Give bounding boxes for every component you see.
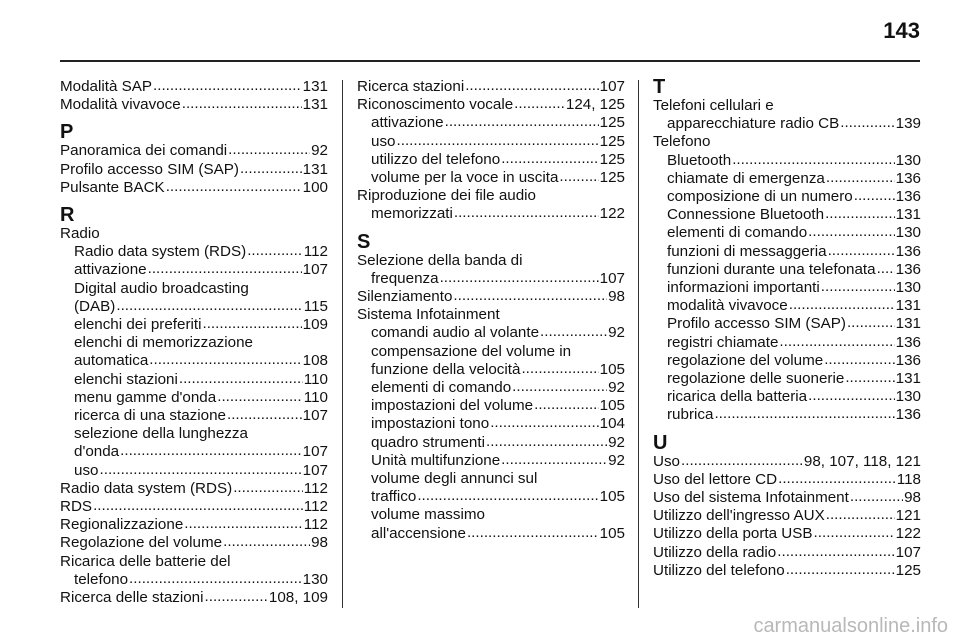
index-entry bbox=[357, 96, 625, 114]
dot-leader bbox=[501, 451, 607, 469]
entry-term: Utilizzo della porta USB bbox=[653, 525, 813, 543]
entry-page-ref: 122 bbox=[895, 525, 921, 543]
entry-term: Unità multifunzione bbox=[371, 451, 501, 469]
section-letter: U bbox=[653, 431, 668, 454]
index-entry bbox=[653, 243, 921, 261]
dot-leader bbox=[223, 533, 310, 551]
entry-term: Regolazione del volume bbox=[60, 534, 223, 552]
entry-page-ref: 107 bbox=[302, 443, 328, 461]
entry-page-ref: 92 bbox=[311, 142, 328, 160]
entry-term: menu gamme d'onda bbox=[74, 388, 217, 406]
dot-leader bbox=[465, 77, 598, 95]
index-entry bbox=[357, 114, 625, 132]
dot-leader bbox=[779, 333, 894, 351]
dot-leader bbox=[847, 314, 895, 332]
entry-page-ref: 130 bbox=[895, 224, 921, 242]
entry-page-ref: 131 bbox=[302, 96, 328, 114]
dot-leader bbox=[148, 260, 302, 278]
dot-leader bbox=[467, 524, 599, 542]
index-entry bbox=[653, 370, 921, 388]
entry-page-ref: 136 bbox=[895, 351, 921, 369]
entry-page-ref: 108, 109 bbox=[268, 589, 328, 607]
entry-term: Riconoscimento vocale bbox=[357, 96, 514, 114]
dot-leader bbox=[514, 95, 565, 113]
index-entry bbox=[653, 471, 921, 489]
index-entry bbox=[653, 489, 921, 507]
index-entry bbox=[60, 243, 328, 261]
entry-page-ref: 131 bbox=[302, 78, 328, 95]
entry-term: composizione di un numero bbox=[667, 188, 853, 206]
entry-term: funzione della velocità bbox=[371, 360, 521, 378]
entry-page-ref: 107 bbox=[895, 543, 921, 561]
entry-page-ref: 110 bbox=[303, 388, 328, 406]
dot-leader bbox=[789, 296, 895, 314]
dot-leader bbox=[217, 388, 303, 406]
index-entry bbox=[60, 261, 328, 279]
entry-term: quadro strumenti bbox=[371, 433, 485, 451]
dot-leader bbox=[877, 260, 895, 278]
dot-leader bbox=[808, 223, 895, 241]
index-entry bbox=[60, 516, 328, 534]
section-letter: R bbox=[60, 204, 75, 227]
dot-leader bbox=[490, 414, 598, 432]
dot-leader bbox=[854, 187, 895, 205]
entry-page-ref: 105 bbox=[599, 488, 625, 506]
index-entry bbox=[653, 525, 921, 543]
column-divider bbox=[342, 80, 343, 608]
index-entry bbox=[357, 434, 625, 452]
index-entry bbox=[653, 115, 921, 133]
entry-term: attivazione bbox=[74, 261, 147, 279]
entry-term: Utilizzo della radio bbox=[653, 543, 777, 561]
index-heading: Sistema Infotainment bbox=[357, 306, 500, 324]
entry-term: Uso bbox=[653, 452, 681, 470]
index-entry bbox=[653, 206, 921, 224]
dot-leader bbox=[116, 297, 302, 315]
index-entry bbox=[357, 488, 625, 506]
entry-page-ref: 125 bbox=[599, 132, 625, 150]
dot-leader bbox=[814, 524, 895, 542]
index-entry bbox=[60, 352, 328, 370]
entry-term: regolazione delle suonerie bbox=[667, 370, 845, 388]
dot-leader bbox=[828, 242, 895, 260]
dot-leader bbox=[182, 95, 302, 113]
index-entry bbox=[60, 407, 328, 425]
dot-leader bbox=[120, 442, 302, 460]
entry-page-ref: 125 bbox=[895, 561, 921, 579]
entry-page-ref: 112 bbox=[303, 479, 328, 497]
index-entry bbox=[653, 261, 921, 279]
section-letter: S bbox=[357, 230, 371, 253]
dot-leader bbox=[850, 488, 903, 506]
index-heading: Riproduzione dei file audio bbox=[357, 187, 536, 205]
entry-page-ref: 130 bbox=[895, 279, 921, 297]
index-entry bbox=[357, 525, 625, 543]
dot-leader bbox=[417, 487, 598, 505]
index-heading: Selezione della banda di bbox=[357, 251, 523, 269]
dot-leader bbox=[559, 168, 598, 186]
watermark: carmanualsonline.info bbox=[753, 615, 948, 637]
entry-term: Modalità vivavoce bbox=[60, 96, 181, 114]
entry-term: Ricerca delle stazioni bbox=[60, 589, 204, 607]
entry-term: frequenza bbox=[371, 269, 439, 287]
entry-page-ref: 110 bbox=[303, 370, 328, 388]
entry-page-ref: 130 bbox=[895, 151, 921, 169]
entry-term: uso bbox=[74, 461, 99, 479]
entry-page-ref: 98 bbox=[311, 534, 328, 552]
entry-page-ref: 125 bbox=[599, 150, 625, 168]
entry-term: volume per la voce in uscita bbox=[371, 169, 559, 187]
index-heading: volume degli annunci sul bbox=[371, 470, 538, 488]
entry-page-ref: 115 bbox=[303, 297, 328, 315]
index-column-3 bbox=[653, 78, 921, 580]
dot-leader bbox=[521, 360, 598, 378]
index-entry bbox=[60, 316, 328, 334]
entry-term: elenchi dei preferiti bbox=[74, 316, 202, 334]
dot-leader bbox=[453, 287, 607, 305]
entry-term: Silenziamento bbox=[357, 288, 453, 306]
entry-page-ref: 112 bbox=[303, 516, 328, 534]
index-entry bbox=[357, 397, 625, 415]
index-entry bbox=[357, 379, 625, 397]
entry-page-ref: 122 bbox=[599, 205, 625, 223]
entry-page-ref: 98 bbox=[904, 489, 921, 507]
entry-term: elenchi stazioni bbox=[74, 370, 178, 388]
entry-page-ref: 104 bbox=[599, 415, 625, 433]
entry-page-ref: 105 bbox=[599, 524, 625, 542]
entry-term: Ricerca stazioni bbox=[357, 78, 465, 95]
entry-page-ref: 131 bbox=[895, 315, 921, 333]
dot-leader bbox=[228, 141, 310, 159]
entry-page-ref: 136 bbox=[895, 242, 921, 260]
index-heading: Telefoni cellulari e bbox=[653, 97, 774, 114]
entry-page-ref: 112 bbox=[303, 498, 328, 516]
index-entry bbox=[357, 205, 625, 223]
dot-leader bbox=[732, 151, 894, 169]
dot-leader bbox=[845, 369, 894, 387]
index-entry bbox=[60, 462, 328, 480]
index-entry bbox=[357, 270, 625, 288]
entry-page-ref: 125 bbox=[599, 114, 625, 132]
entry-term: modalità vivavoce bbox=[667, 297, 788, 315]
entry-page-ref: 139 bbox=[895, 115, 921, 133]
section-letter: P bbox=[60, 121, 74, 144]
entry-term: Utilizzo dell'ingresso AUX bbox=[653, 507, 825, 525]
index-entry bbox=[653, 388, 921, 406]
index-heading: elenchi di memorizzazione bbox=[74, 334, 253, 352]
dot-leader bbox=[445, 113, 599, 131]
index-entry bbox=[60, 179, 328, 197]
entry-page-ref: 100 bbox=[302, 178, 328, 196]
entry-term: funzioni di messaggeria bbox=[667, 242, 827, 260]
dot-leader bbox=[100, 461, 302, 479]
index-entry bbox=[653, 352, 921, 370]
index-entry bbox=[357, 452, 625, 470]
entry-page-ref: 131 bbox=[895, 206, 921, 224]
dot-leader bbox=[179, 370, 303, 388]
entry-term: rubrica bbox=[667, 406, 714, 424]
entry-page-ref: 107 bbox=[302, 461, 328, 479]
index-heading: Radio bbox=[60, 225, 100, 243]
dot-leader bbox=[202, 315, 301, 333]
entry-page-ref: 92 bbox=[608, 324, 625, 342]
index-entry bbox=[60, 480, 328, 498]
entry-page-ref: 109 bbox=[302, 316, 328, 334]
entry-page-ref: 121 bbox=[895, 507, 921, 525]
index-entry bbox=[653, 170, 921, 188]
dot-leader bbox=[778, 470, 896, 488]
index-entry bbox=[60, 142, 328, 160]
entry-term: Regionalizzazione bbox=[60, 516, 184, 534]
dot-leader bbox=[714, 405, 894, 423]
dot-leader bbox=[777, 543, 894, 561]
entry-page-ref: 131 bbox=[895, 370, 921, 388]
dot-leader bbox=[93, 497, 303, 515]
entry-term: impostazioni tono bbox=[371, 415, 490, 433]
entry-term: elementi di comando bbox=[371, 379, 512, 397]
entry-page-ref: 118 bbox=[896, 470, 921, 488]
column-divider bbox=[638, 80, 639, 608]
entry-term: impostazioni del volume bbox=[371, 397, 534, 415]
index-entry bbox=[60, 96, 328, 114]
dot-leader bbox=[534, 396, 599, 414]
index-entry bbox=[653, 507, 921, 525]
index-entry bbox=[60, 571, 328, 589]
entry-page-ref: 92 bbox=[608, 451, 625, 469]
entry-term: Uso del sistema Infotainment bbox=[653, 489, 849, 507]
entry-term: ricarica della batteria bbox=[667, 388, 808, 406]
entry-term: regolazione del volume bbox=[667, 351, 824, 369]
index-entry bbox=[60, 589, 328, 607]
dot-leader bbox=[808, 387, 895, 405]
dot-leader bbox=[821, 278, 895, 296]
index-entry bbox=[357, 78, 625, 96]
entry-page-ref: 107 bbox=[302, 261, 328, 279]
dot-leader bbox=[240, 160, 302, 178]
entry-term: automatica bbox=[74, 352, 149, 370]
entry-term: all'accensione bbox=[371, 524, 466, 542]
entry-page-ref: 136 bbox=[895, 169, 921, 187]
entry-term: Uso del lettore CD bbox=[653, 470, 778, 488]
dot-leader bbox=[153, 77, 302, 95]
entry-term: traffico bbox=[371, 488, 417, 506]
entry-term: comandi audio al volante bbox=[371, 324, 540, 342]
entry-term: RDS bbox=[60, 498, 93, 516]
entry-page-ref: 124, 125 bbox=[565, 96, 625, 114]
entry-page-ref: 92 bbox=[608, 379, 625, 397]
index-heading: Digital audio broadcasting bbox=[74, 279, 249, 297]
index-entry bbox=[60, 78, 328, 96]
header-rule bbox=[60, 60, 920, 62]
index-entry bbox=[60, 298, 328, 316]
entry-page-ref: 105 bbox=[599, 360, 625, 378]
index-entry bbox=[60, 534, 328, 552]
entry-term: Modalità SAP bbox=[60, 78, 153, 95]
entry-term: Profilo accesso SIM (SAP) bbox=[667, 315, 846, 333]
entry-term: Radio data system (RDS) bbox=[60, 479, 233, 497]
index-heading: volume massimo bbox=[371, 506, 485, 524]
entry-page-ref: 98, 107, 118, 121 bbox=[803, 452, 921, 470]
entry-page-ref: 92 bbox=[608, 433, 625, 451]
dot-leader bbox=[681, 452, 803, 470]
section-letter: T bbox=[653, 76, 666, 98]
dot-leader bbox=[247, 242, 303, 260]
page-number: 143 bbox=[883, 18, 920, 43]
entry-page-ref: 131 bbox=[895, 297, 921, 315]
entry-term: Pulsante BACK bbox=[60, 178, 165, 196]
entry-page-ref: 136 bbox=[895, 406, 921, 424]
entry-term: Radio data system (RDS) bbox=[74, 243, 247, 261]
index-entry bbox=[653, 562, 921, 580]
entry-term: uso bbox=[371, 132, 396, 150]
index-entry bbox=[60, 389, 328, 407]
index-entry bbox=[653, 224, 921, 242]
entry-term: ricerca di una stazione bbox=[74, 407, 226, 425]
entry-page-ref: 107 bbox=[302, 407, 328, 425]
dot-leader bbox=[397, 132, 599, 150]
dot-leader bbox=[512, 378, 607, 396]
index-entry bbox=[357, 361, 625, 379]
entry-term: informazioni importanti bbox=[667, 279, 820, 297]
entry-page-ref: 112 bbox=[303, 243, 328, 261]
entry-page-ref: 107 bbox=[599, 269, 625, 287]
dot-leader bbox=[486, 433, 607, 451]
index-entry bbox=[60, 371, 328, 389]
entry-term: memorizzati bbox=[371, 205, 453, 223]
entry-term: Connessione Bluetooth bbox=[667, 206, 825, 224]
index-entry bbox=[653, 188, 921, 206]
index-column-1 bbox=[60, 78, 328, 607]
entry-term: registri chiamate bbox=[667, 333, 779, 351]
index-entry bbox=[60, 443, 328, 461]
index-entry bbox=[357, 151, 625, 169]
index-entry bbox=[357, 324, 625, 342]
index-entry bbox=[60, 498, 328, 516]
index-entry bbox=[357, 133, 625, 151]
entry-page-ref: 136 bbox=[895, 333, 921, 351]
dot-leader bbox=[540, 323, 607, 341]
index-entry bbox=[653, 544, 921, 562]
entry-term: (DAB) bbox=[74, 297, 116, 315]
entry-term: utilizzo del telefono bbox=[371, 150, 501, 168]
index-entry bbox=[653, 297, 921, 315]
dot-leader bbox=[826, 169, 895, 187]
dot-leader bbox=[825, 205, 895, 223]
entry-page-ref: 136 bbox=[895, 188, 921, 206]
index-heading: compensazione del volume in bbox=[371, 342, 572, 360]
entry-page-ref: 105 bbox=[599, 397, 625, 415]
entry-term: Profilo accesso SIM (SAP) bbox=[60, 160, 239, 178]
dot-leader bbox=[166, 178, 302, 196]
index-heading: selezione della lunghezza bbox=[74, 425, 248, 443]
entry-term: Panoramica dei comandi bbox=[60, 142, 228, 160]
entry-term: chiamate di emergenza bbox=[667, 169, 825, 187]
dot-leader bbox=[227, 406, 302, 424]
entry-page-ref: 107 bbox=[599, 78, 625, 95]
index-entry bbox=[653, 334, 921, 352]
index-entry bbox=[653, 152, 921, 170]
dot-leader bbox=[501, 150, 598, 168]
entry-term: Bluetooth bbox=[667, 151, 732, 169]
entry-term: d'onda bbox=[74, 443, 120, 461]
dot-leader bbox=[440, 269, 599, 287]
entry-term: Utilizzo del telefono bbox=[653, 561, 785, 579]
index-entry bbox=[357, 288, 625, 306]
entry-term: apparecchiature radio CB bbox=[667, 115, 840, 133]
dot-leader bbox=[454, 204, 599, 222]
dot-leader bbox=[205, 588, 268, 606]
dot-leader bbox=[786, 561, 895, 579]
dot-leader bbox=[149, 351, 301, 369]
dot-leader bbox=[826, 506, 895, 524]
index-entry bbox=[653, 315, 921, 333]
index-entry bbox=[60, 161, 328, 179]
index-entry bbox=[653, 279, 921, 297]
index-entry bbox=[653, 406, 921, 424]
dot-leader bbox=[184, 515, 303, 533]
entry-page-ref: 108 bbox=[302, 352, 328, 370]
index-heading: Telefono bbox=[653, 133, 711, 151]
entry-page-ref: 131 bbox=[302, 160, 328, 178]
dot-leader bbox=[129, 570, 302, 588]
dot-leader bbox=[840, 114, 894, 132]
entry-term: elementi di comando bbox=[667, 224, 808, 242]
entry-term: telefono bbox=[74, 570, 129, 588]
index-entry bbox=[357, 415, 625, 433]
entry-term: attivazione bbox=[371, 114, 444, 132]
dot-leader bbox=[233, 479, 303, 497]
entry-page-ref: 130 bbox=[302, 570, 328, 588]
index-column-2 bbox=[357, 78, 625, 543]
entry-page-ref: 136 bbox=[895, 260, 921, 278]
entry-term: funzioni durante una telefonata bbox=[667, 260, 876, 278]
entry-page-ref: 125 bbox=[599, 169, 625, 187]
entry-page-ref: 130 bbox=[895, 388, 921, 406]
index-entry bbox=[357, 169, 625, 187]
index-heading: Ricarica delle batterie del bbox=[60, 552, 231, 570]
dot-leader bbox=[824, 351, 894, 369]
entry-page-ref: 98 bbox=[608, 288, 625, 306]
index-entry bbox=[653, 453, 921, 471]
